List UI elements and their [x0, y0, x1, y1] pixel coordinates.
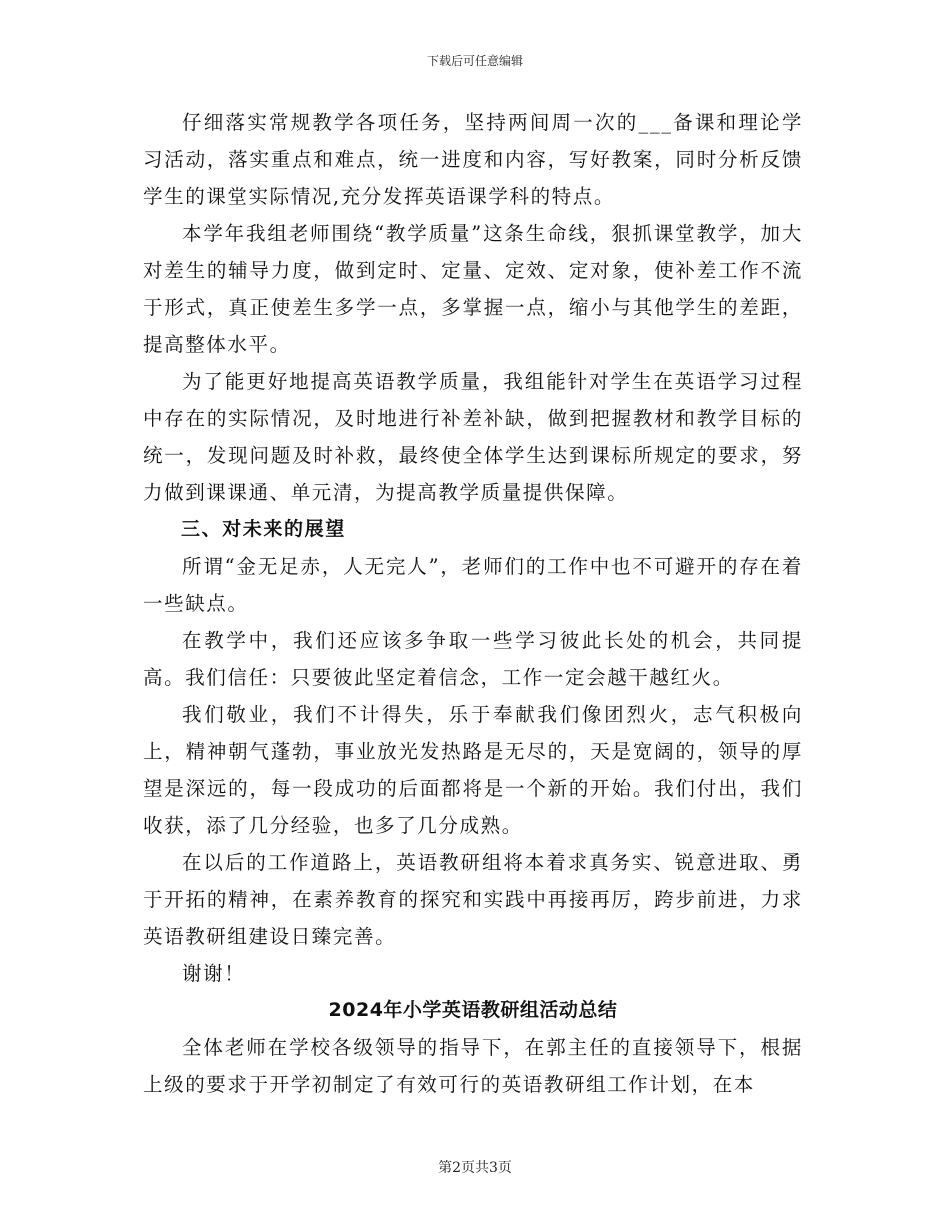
- paragraph: 为了能更好地提高英语教学质量，我组能针对学生在英语学习过程中存在的实际情况，及时地进行补差补缺，做到把握教材和教学目标的统一，发现问题及时补救，最终使全体学生达到课标所规定的要求，努力做到课课通、单元清，为提高教学质量提供保障。: [143, 370, 803, 504]
- paragraph: 在以后的工作道路上，英语教研组将本着求真务实、锐意进取、勇于开拓的精神，在素养教育的探究和实践中再接再厉，跨步前进，力求英语教研组建设日臻完善。: [143, 851, 803, 948]
- paragraph: 谢谢！: [182, 962, 246, 985]
- paragraph: 我们敬业，我们不计得失，乐于奉献我们像团烈火，志气积极向上，精神朝气蓬勃，事业放光发热路是无尽的，天是宽阔的，领导的厚望是深远的，每一段成功的后面都将是一个新的开始。我们付出，我们收获，添了几分经验，也多了几分成熟。: [143, 703, 803, 837]
- paragraph: 全体老师在学校各级领导的指导下，在郭主任的直接领导下，根据上级的要求于开学初制定了有效可行的英语教研组工作计划，在本: [143, 1036, 803, 1096]
- paragraph: 仔细落实常规教学各项任务，坚持两间周一次的___备课和理论学习活动，落实重点和难点，统一进度和内容，写好教案，同时分析反馈学生的课堂实际情况,充分发挥英语课学科的特点。: [143, 111, 803, 208]
- paragraph: 在教学中，我们还应该多争取一些学习彼此长处的机会，共同提高。我们信任：只要彼此坚定着信念，工作一定会越干越红火。: [143, 629, 803, 689]
- document-title: 2024年小学英语教研组活动总结: [328, 999, 618, 1021]
- section-heading: 三、对未来的展望: [181, 518, 346, 540]
- page-footer: 第2页共3页: [438, 1160, 512, 1176]
- paragraph: 本学年我组老师围绕“教学质量”这条生命线，狠抓课堂教学，加大对差生的辅导力度，做到定时、定量、定效、定对象，使补差工作不流于形式，真正使差生多学一点，多掌握一点，缩小与其他学生的差距，提高整体水平。: [143, 222, 803, 356]
- paragraph: 所谓“金无足赤，人无完人”，老师们的工作中也不可避开的存在着一些缺点。: [143, 555, 803, 615]
- page-header: 下载后可任意编辑: [426, 54, 523, 68]
- document-body: [143, 104, 803, 1103]
